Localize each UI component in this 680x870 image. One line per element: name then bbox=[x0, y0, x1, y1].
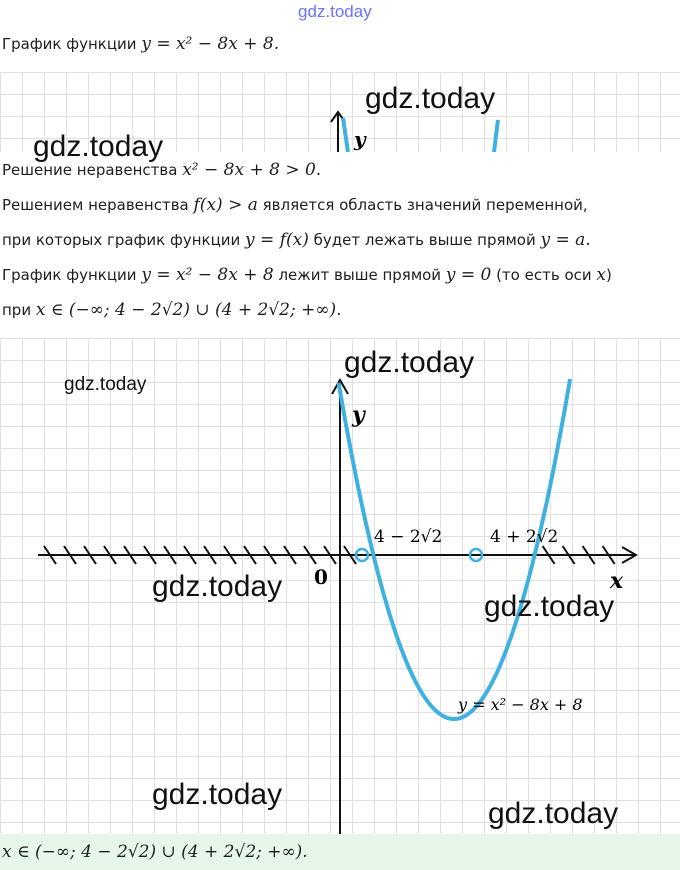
solution-line-5-text: при bbox=[2, 301, 36, 319]
solution-line-5-formula: x ∈ (−∞; 4 − 2√2) ∪ (4 + 2√2; +∞). bbox=[35, 300, 342, 320]
root-left-label: 4 − 2√2 bbox=[374, 527, 443, 547]
watermark-4: gdz.today bbox=[64, 374, 147, 395]
watermark-2: gdz.today bbox=[33, 130, 164, 163]
solution-line-2-formula: f(x) > a bbox=[193, 195, 258, 215]
x-axis-label: x bbox=[610, 568, 624, 594]
solution-line-5 bbox=[2, 300, 342, 320]
root-right-label: 4 + 2√2 bbox=[490, 527, 559, 547]
solution-line-1-text: Решение неравенства bbox=[2, 161, 183, 179]
watermark-6: gdz.today bbox=[484, 590, 615, 623]
preview-curve-left bbox=[343, 118, 348, 152]
solution-line-4-formula-3: x bbox=[596, 265, 606, 285]
solution-line-4-suffix-2: ) bbox=[605, 266, 612, 284]
preview-y-label: y bbox=[354, 127, 366, 151]
watermark-7: gdz.today bbox=[152, 778, 283, 811]
graph-area bbox=[0, 338, 680, 834]
watermark-1: gdz.today bbox=[365, 82, 496, 115]
solution-line-4-suffix-1: (то есть оси bbox=[491, 266, 597, 284]
parabola-curve bbox=[339, 379, 570, 719]
preview-curve-right bbox=[494, 120, 498, 152]
solution-line-4-formula-2: y = 0 bbox=[445, 265, 492, 285]
solution-line-4 bbox=[2, 265, 612, 285]
intro-line bbox=[2, 34, 279, 54]
solution-line-3-mid: будет лежать выше прямой bbox=[308, 231, 541, 249]
watermark-top: gdz.today bbox=[298, 2, 372, 21]
solution-line-1 bbox=[2, 160, 321, 180]
solution-line-2-text: Решением неравенства bbox=[2, 196, 194, 214]
intro-prefix: График функции bbox=[2, 35, 142, 53]
answer-bar: x ∈ (−∞; 4 − 2√2) ∪ (4 + 2√2; +∞). bbox=[0, 834, 680, 870]
origin-label: 0 bbox=[314, 565, 328, 589]
solution-line-1-formula: x² − 8x + 8 > 0. bbox=[182, 160, 322, 180]
solution-line-3 bbox=[2, 230, 591, 250]
solution-line-4-mid: лежит выше прямой bbox=[273, 266, 446, 284]
y-axis-label: y bbox=[352, 402, 365, 428]
solution-line-3-formula-2: y = a. bbox=[540, 230, 591, 250]
watermark-3: gdz.today bbox=[344, 346, 475, 379]
solution-line-2-suffix: является область значений переменной, bbox=[257, 196, 588, 214]
watermark-8: gdz.today bbox=[488, 797, 619, 830]
watermark-5: gdz.today bbox=[152, 570, 283, 603]
solution-line-4-formula-1: y = x² − 8x + 8 bbox=[141, 265, 274, 285]
solution-line-3-formula-1: y = f(x) bbox=[245, 230, 309, 250]
graph-svg bbox=[0, 338, 680, 834]
curve-label: y = x² − 8x + 8 bbox=[458, 695, 583, 714]
solution-line-4-text: График функции bbox=[2, 266, 142, 284]
solution-line-2 bbox=[2, 195, 588, 215]
intro-formula: y = x² − 8x + 8. bbox=[141, 34, 280, 54]
solution-line-3-text: при которых график функции bbox=[2, 231, 246, 249]
